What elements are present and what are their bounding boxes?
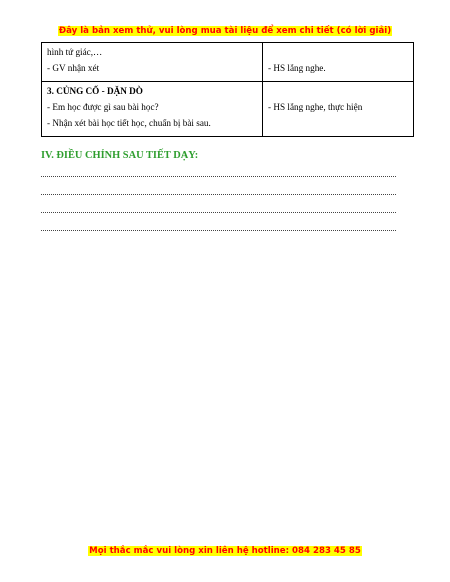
teacher-activity-cell: [42, 82, 263, 137]
student-activity-cell: [263, 82, 414, 137]
blank-writing-line: [41, 230, 396, 231]
teacher-activity-cell: [42, 43, 263, 82]
blank-writing-line: [41, 212, 396, 213]
hotline-banner: [0, 546, 450, 557]
student-activity-cell: [263, 43, 414, 82]
blank-writing-line: [41, 194, 396, 195]
preview-notice-banner: [0, 26, 450, 37]
blank-writing-line: [41, 176, 396, 177]
lesson-table: [41, 42, 414, 137]
activity-text: - Nhận xét bài học tiết học, chuẩn bị bài sau.: [47, 118, 211, 128]
activity-text: - HS lắng nghe.: [268, 63, 326, 73]
activity-text: - HS lắng nghe, thực hiện: [268, 102, 363, 112]
activity-text: - GV nhận xét: [47, 63, 100, 73]
adjustment-heading: IV. ĐIỀU CHỈNH SAU TIẾT DẠY:: [41, 150, 199, 161]
table-row: [42, 82, 414, 137]
table-row: [42, 43, 414, 82]
activity-text: hình tứ giác,…: [47, 47, 103, 57]
activity-text: - Em học được gì sau bài học?: [47, 102, 159, 112]
section-heading: 3. CỦNG CỐ - DẶN DÒ: [47, 86, 143, 96]
activity-text: [268, 83, 408, 99]
preview-notice-text: Đây là bản xem thử, vui lòng mua tài liệu để xem chi tiết (có lời giải): [58, 26, 392, 36]
hotline-text: Mọi thắc mắc vui lòng xin liên hệ hotline: 084 283 45 85: [89, 546, 361, 556]
activity-text: [268, 44, 408, 60]
